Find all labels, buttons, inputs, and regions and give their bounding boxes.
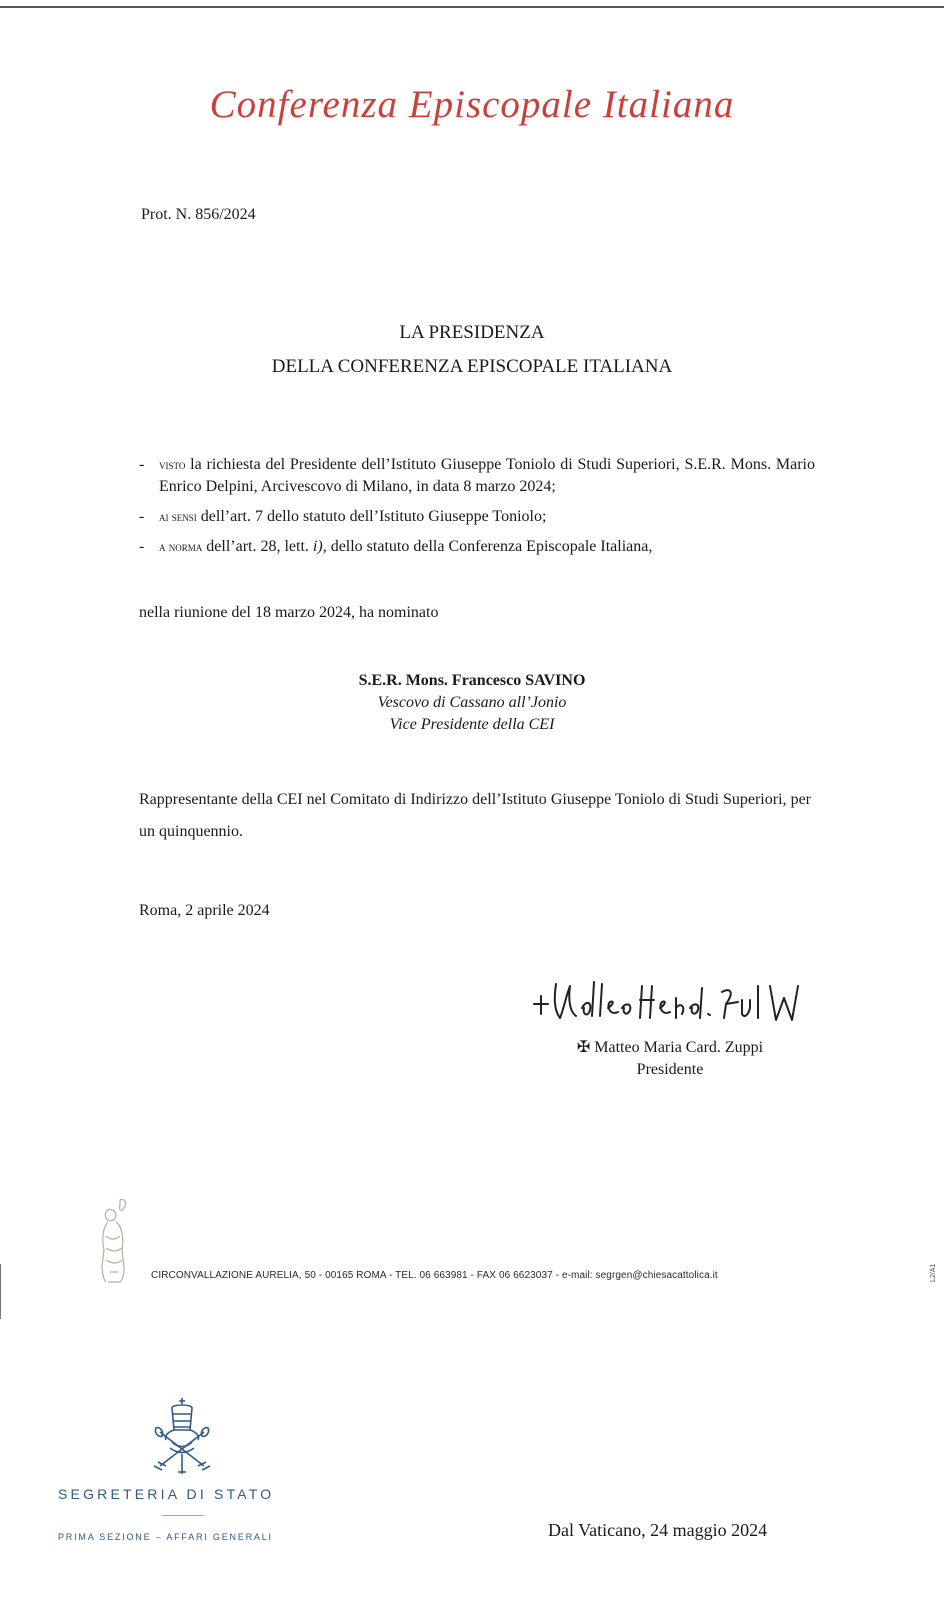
signer-role: Presidente	[636, 1061, 704, 1078]
saint-figure-icon	[94, 1196, 134, 1286]
recital-text: la richiesta del Presidente dell’Istituto Giuseppe Toniolo di Studi Superiori, S.E.R. Mons. Mario Enrico Delpini, Arcivescovo di Milano, in data 8 marzo 2024;	[159, 456, 815, 495]
list-dash: -	[139, 508, 145, 525]
appointment-role: Rappresentante della CEI nel Comitato di Indirizzo dell’Istituto Giuseppe Toniolo di Studi Superiori, per un quinquennio.	[139, 791, 811, 840]
recital-keyword: visto	[159, 457, 186, 472]
vatican-date: Dal Vaticano, 24 maggio 2024	[548, 1520, 768, 1540]
recital-letter: i)	[312, 538, 323, 555]
footer-address: CIRCONVALLAZIONE AURELIA, 50 - 00165 ROMA - TEL. 06 663981 - FAX 06 6623037 - e-mail: segrgen@chiesacattolica.it	[151, 1270, 718, 1281]
appointee-title-1: Vescovo di Cassano all’Jonio	[377, 694, 567, 711]
vatican-office: SEGRETERIA DI STATO	[58, 1486, 275, 1502]
meeting-statement: nella riunione del 18 marzo 2024, ha nominato	[139, 604, 439, 621]
list-dash: -	[139, 456, 145, 473]
list-dash: -	[139, 538, 145, 555]
recital-item	[139, 536, 815, 558]
recital-keyword: a norma	[159, 539, 203, 554]
appointee-title-2: Vice Presidente della CEI	[389, 716, 555, 733]
signer-name-line	[520, 1037, 820, 1059]
letterhead-title: Conferenza Episcopale Italiana	[209, 83, 735, 126]
recital-item	[139, 506, 815, 528]
title-line-1: LA PRESIDENZA	[399, 322, 545, 343]
handwritten-signature	[530, 978, 830, 1030]
appointee-block	[0, 670, 944, 736]
recitals-list	[139, 454, 815, 566]
side-code: L2/A1	[930, 1263, 937, 1282]
office-divider	[162, 1515, 204, 1516]
recital-text: dell’art. 7 dello statuto dell’Istituto Giuseppe Toniolo;	[196, 508, 547, 525]
signer-name: Matteo Maria Card. Zuppi	[594, 1039, 764, 1056]
recital-item	[139, 454, 815, 498]
title-line-2: DELLA CONFERENZA EPISCOPALE ITALIANA	[271, 356, 673, 377]
vatican-section: PRIMA SEZIONE – AFFARI GENERALI	[58, 1532, 273, 1542]
recital-text-end: , dello statuto della Conferenza Episcopale Italiana,	[322, 538, 653, 555]
place-date: Roma, 2 aprile 2024	[139, 902, 270, 919]
papal-keys-emblem-icon	[150, 1396, 214, 1476]
left-margin-mark	[0, 1264, 1, 1319]
recital-keyword: ai sensi	[159, 509, 197, 524]
recital-text: dell’art. 28, lett.	[202, 538, 313, 555]
protocol-number: Prot. N. 856/2024	[141, 206, 256, 223]
signer-block	[520, 1037, 820, 1081]
top-border-line	[0, 6, 944, 8]
appointee-name: S.E.R. Mons. Francesco SAVINO	[358, 672, 586, 689]
cross-icon: ✠	[576, 1039, 591, 1056]
document-title	[0, 316, 944, 384]
